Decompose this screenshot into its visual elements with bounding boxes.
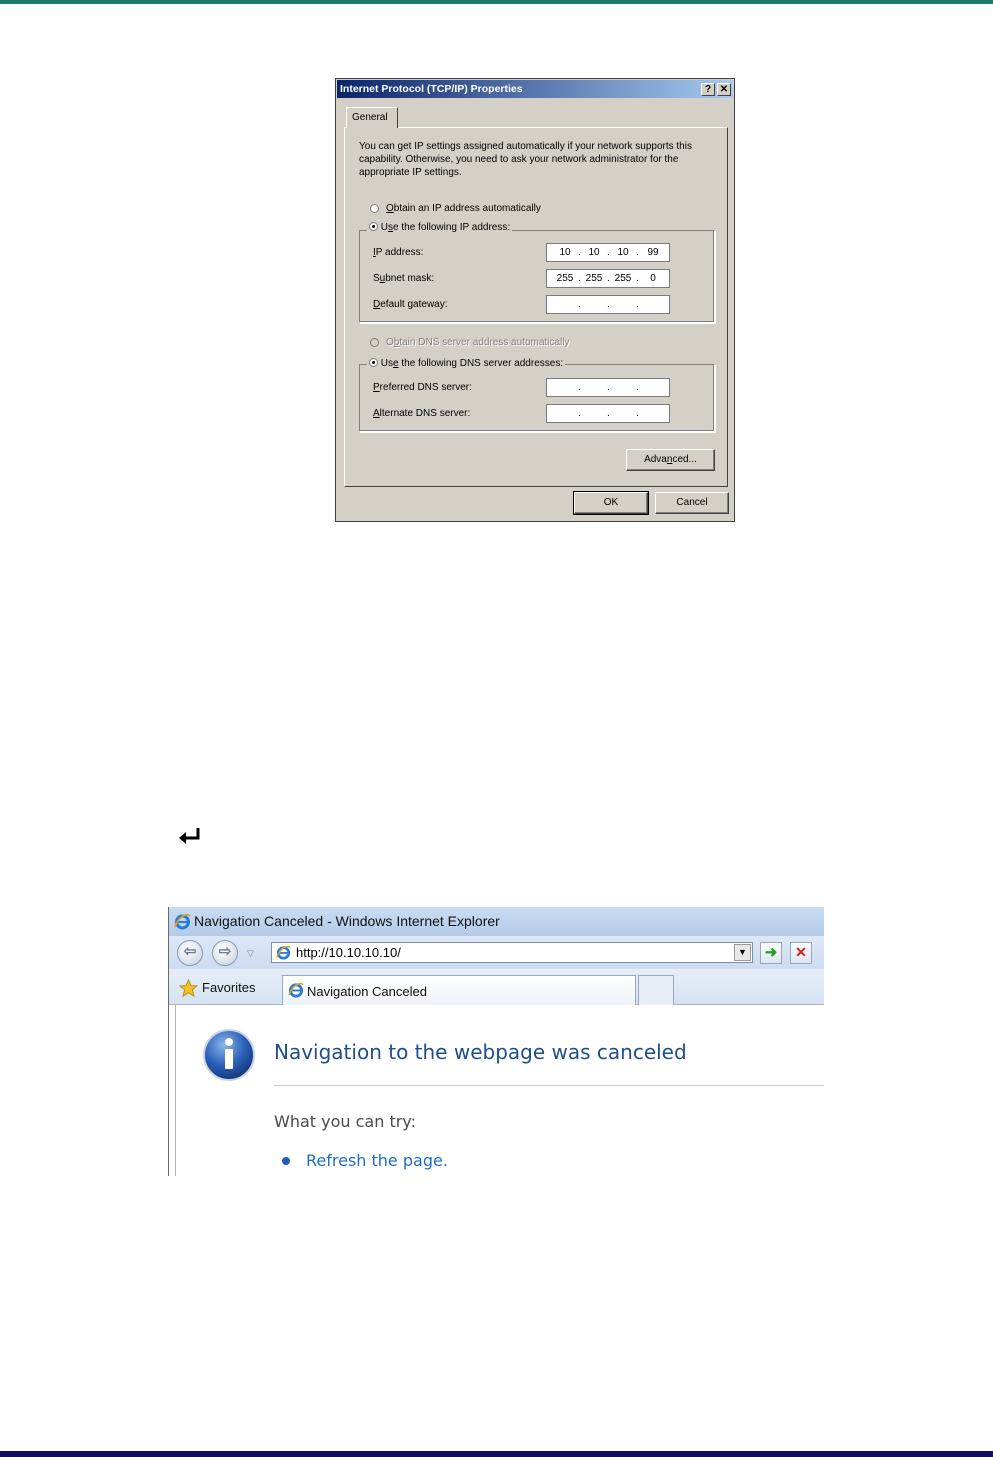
info-icon	[202, 1028, 256, 1082]
favorites-bar	[169, 969, 824, 1005]
ok-button[interactable]: OK	[574, 492, 648, 514]
use-following-dns-label[interactable]: Use the following DNS server addresses:	[380, 358, 564, 369]
alternate-dns-field[interactable]: . . .	[546, 404, 670, 423]
obtain-dns-auto-radio[interactable]	[370, 338, 379, 347]
advanced-button[interactable]: Advanced...	[626, 449, 715, 471]
tcpip-properties-dialog	[335, 78, 735, 522]
favorites-star-icon	[179, 979, 198, 998]
obtain-ip-auto-label[interactable]: Obtain an IP address automatically	[386, 203, 541, 214]
use-following-dns-option[interactable]	[367, 358, 565, 369]
favorites-button[interactable]: Favorites	[202, 980, 256, 995]
enter-key-icon	[176, 826, 204, 848]
address-bar[interactable]	[271, 942, 753, 963]
ip-address-field[interactable]: 10 . 10 . 10 . 99	[546, 243, 670, 262]
close-button[interactable]: ✕	[717, 83, 731, 96]
browser-tab-label: Navigation Canceled	[307, 984, 427, 999]
cancel-button[interactable]: Cancel	[655, 492, 729, 514]
default-gateway-label: Default gateway:	[373, 299, 448, 310]
preferred-dns-label: Preferred DNS server:	[373, 382, 472, 393]
go-arrow-icon: ➜	[764, 944, 778, 961]
forward-button[interactable]	[212, 940, 238, 966]
ie-logo-icon	[174, 913, 191, 930]
browser-tab[interactable]	[282, 975, 636, 1005]
default-gateway-field[interactable]: . . .	[546, 295, 670, 314]
tab-general[interactable]	[346, 107, 398, 128]
use-following-dns-radio[interactable]	[369, 358, 378, 367]
address-dropdown-icon[interactable]: ▼	[734, 944, 751, 961]
ie-window	[168, 907, 824, 1176]
ip-address-label: IP address:	[373, 247, 424, 258]
back-arrow-icon: ⇦	[183, 943, 197, 960]
error-heading: Navigation to the webpage was canceled	[274, 1040, 687, 1064]
top-rule	[0, 0, 993, 4]
ie-title: Navigation Canceled - Windows Internet Explorer	[194, 913, 500, 929]
recent-pages-dropdown-icon[interactable]: ▽	[247, 948, 254, 958]
tab-general-label: General	[352, 112, 388, 123]
ie-title-bar[interactable]	[169, 907, 824, 936]
use-following-ip-radio[interactable]	[369, 222, 378, 231]
forward-arrow-icon: ⇨	[218, 943, 232, 960]
subnet-mask-field[interactable]: 255 . 255 . 255 . 0	[546, 269, 670, 288]
new-tab-button[interactable]	[638, 975, 674, 1005]
use-following-ip-label[interactable]: Use the following IP address:	[380, 222, 511, 233]
subnet-mask-label: Subnet mask:	[373, 273, 435, 284]
ie-page-icon	[276, 945, 291, 960]
use-following-ip-option[interactable]	[367, 222, 512, 233]
bullet-icon	[282, 1157, 290, 1165]
preferred-dns-field[interactable]: . . .	[546, 378, 670, 397]
what-you-can-try: What you can try:	[274, 1112, 416, 1131]
stop-x-icon: ✕	[795, 944, 807, 960]
dialog-title: Internet Protocol (TCP/IP) Properties	[340, 83, 523, 95]
go-button[interactable]	[760, 942, 782, 964]
alternate-dns-label: Alternate DNS server:	[373, 408, 471, 419]
bottom-rule	[0, 1451, 993, 1457]
address-text[interactable]: http://10.10.10.10/	[296, 945, 401, 960]
dialog-title-bar[interactable]	[337, 80, 733, 98]
tab-ie-icon	[288, 982, 304, 998]
heading-divider	[274, 1085, 824, 1086]
obtain-ip-auto-radio[interactable]	[370, 204, 379, 213]
stop-button[interactable]	[790, 942, 812, 964]
intro-text: You can get IP settings assigned automatically if your network supports this capability. Otherwise, you need to ask your network administrator for the appropriate IP settings.	[359, 141, 692, 178]
ie-content	[175, 1005, 824, 1176]
help-button[interactable]: ?	[701, 83, 715, 96]
obtain-dns-auto-label[interactable]: Obtain DNS server address automatically	[386, 337, 570, 348]
back-button[interactable]	[177, 940, 203, 966]
refresh-link[interactable]: Refresh the page.	[306, 1151, 448, 1170]
